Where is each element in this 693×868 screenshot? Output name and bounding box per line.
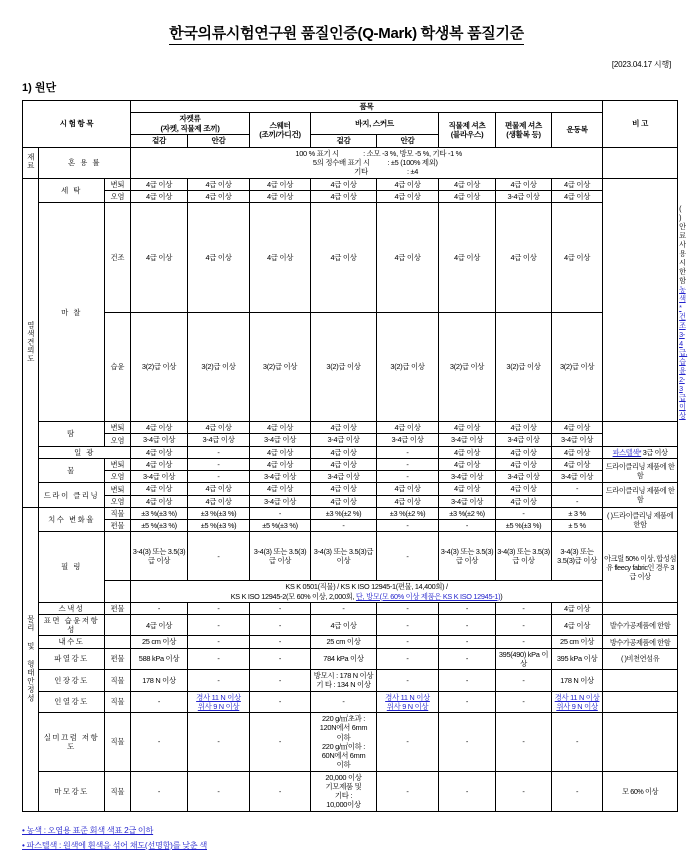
cell-remark	[603, 691, 678, 713]
cell-value: -	[377, 602, 439, 614]
header-col-2: 바지, 스커트	[311, 113, 439, 135]
cell-value: 395 kPa 이상	[552, 648, 603, 670]
cell-value: 4급 이상	[131, 422, 188, 434]
cell-value: 4급 이상	[311, 178, 377, 190]
cell-value: -	[188, 636, 250, 648]
cell-value: 4급 이상	[377, 190, 439, 202]
page-title-text: 한국의류시험연구원 품질인증(Q-Mark) 학생복 품질기준	[169, 25, 524, 45]
row-sub: 변퇴	[105, 458, 131, 470]
cell-value: 4급 이상	[496, 178, 552, 190]
cell-remark: 모 60% 이상	[603, 771, 678, 811]
row-name: 드라이 클리닝	[39, 483, 105, 508]
quality-standard-table	[22, 100, 688, 812]
cell-value: 3-4급 이상	[439, 434, 496, 446]
cell-value: -	[250, 636, 311, 648]
cell-value: -	[311, 520, 377, 532]
cell-value: 4급 이상	[131, 483, 188, 495]
cell-remark: ( )드라이클리닝 제품에 한함	[603, 507, 678, 532]
cell-value: 3(2)급 이상	[496, 312, 552, 422]
cell-value: 4급 이상	[250, 483, 311, 495]
cell-value: 4급 이상	[311, 446, 377, 458]
cell-value: 3-4급 이상	[250, 434, 311, 446]
cell-value: -	[188, 670, 250, 692]
cell-value: -	[377, 532, 439, 581]
row-sub: 변퇴	[105, 178, 131, 190]
table-row: 마 찰 건조 4급 이상 4급 이상 4급 이상 4급 이상 4급 이상 4급 이상 4급 이상 4급 이상 ( )안료 사용 시 한함 농색* 건조 3-4급, 습윤 2-3급 이상	[23, 203, 678, 313]
row-sub: 편물	[105, 520, 131, 532]
blend-ratio-values: 100 % 표기 시 : 소모 -3 %, 방모 -5 %, 기타 -1 % 5의 정수배 표기 시 : ±5 (100% 제외) 기타 : ±4	[131, 147, 603, 178]
row-sub	[105, 614, 131, 636]
cell-value: 3-4급 이상	[439, 471, 496, 483]
table-row	[23, 422, 678, 434]
header-subcol-0-0: 겉감	[131, 135, 188, 147]
cell-value: ±5 %(±3 %)	[188, 520, 250, 532]
category-physical: 물리 및 형태안정성	[23, 507, 39, 811]
cell-remark	[603, 670, 678, 692]
cell-value: 경사 11 N 이상 위사 9 N 이상	[377, 691, 439, 713]
cell-value: -	[131, 771, 188, 811]
document-page	[0, 22, 693, 868]
row-sub: 편물	[105, 602, 131, 614]
table-row	[23, 581, 678, 602]
cell-value: -	[250, 713, 311, 772]
cell-value: 3-4(3) 또는 3.5(3)급 이상	[496, 532, 552, 581]
cell-value: -	[188, 648, 250, 670]
cell-value: 4급 이상	[188, 483, 250, 495]
remark-highlight[interactable]: 파스텔색*	[612, 447, 642, 457]
row-sub: 오염	[105, 495, 131, 507]
cell-value: 3-4(3) 또는 3.5(3)급 이상	[131, 532, 188, 581]
cell-value: ±3 %(±2 %)	[311, 507, 377, 519]
table-row	[23, 532, 678, 581]
cell-value: 25 cm 이상	[131, 636, 188, 648]
cell-value: -	[377, 713, 439, 772]
table-row	[23, 434, 678, 446]
row-name: 물	[39, 458, 105, 483]
cell-value: 4급 이상	[439, 483, 496, 495]
cell-value: 4급 이상	[496, 495, 552, 507]
cell-value: 4급 이상	[552, 190, 603, 202]
cell-value: -	[250, 670, 311, 692]
cell-value: 3-4급 이상	[131, 471, 188, 483]
cell-value: -	[496, 670, 552, 692]
remark-blend	[603, 147, 678, 178]
table-row	[23, 471, 678, 483]
row-sub: 건조	[105, 203, 131, 313]
cell-value: -	[377, 636, 439, 648]
row-sub: 오염	[105, 434, 131, 446]
cell-value: -	[188, 532, 250, 581]
cell-value: 3-4급 이상	[439, 495, 496, 507]
cell-value: 방모시 : 178 N 이상 기 타 : 134 N 이상	[311, 670, 377, 692]
cell-value: 3-4급 이상	[311, 471, 377, 483]
category-colorfastness: 염색견뢰도	[23, 178, 39, 507]
cell-value: -	[311, 602, 377, 614]
cell-value: -	[552, 483, 603, 495]
cell-value: -	[377, 670, 439, 692]
table-row	[23, 771, 678, 811]
cell-value: 4급 이상	[250, 178, 311, 190]
cell-remark	[603, 178, 678, 422]
cell-value: 3(2)급 이상	[250, 312, 311, 422]
cell-value: 경사 11 N 이상 위사 9 N 이상	[188, 691, 250, 713]
cell-value: ±5 %(±3 %)	[131, 520, 188, 532]
row-name: 실미끄럼 저항도	[39, 713, 105, 772]
cell-value: 4급 이상	[311, 422, 377, 434]
cell-value: 3-4급 이상	[250, 471, 311, 483]
row-sub: 변퇴	[105, 483, 131, 495]
cell-value: 3(2)급 이상	[552, 312, 603, 422]
cell-value: 4급 이상	[439, 203, 496, 313]
cell-value: 3-4(3) 또는 3.5(3)급 이상	[552, 532, 603, 581]
row-name: 마모강도	[39, 771, 105, 811]
table-row	[23, 483, 678, 495]
cell-value: ±3 %(±2 %)	[377, 507, 439, 519]
cell-value: -	[131, 602, 188, 614]
row-sub: 습윤	[105, 312, 131, 422]
cell-value: 4급 이상	[188, 495, 250, 507]
cell-remark: 발수가공제품에 한함	[603, 614, 678, 636]
footnote-0: • 농색 : 오염용 표준 회색 색표 2급 이하	[22, 825, 154, 835]
cell-value: 4급 이상	[131, 614, 188, 636]
cell-value: 4급 이상	[439, 458, 496, 470]
cell-value: 4급 이상	[250, 190, 311, 202]
cell-value: 4급 이상	[377, 203, 439, 313]
cell-value: 3-4(3) 또는 3.5(3)급 이상	[250, 532, 311, 581]
cell-value: 3-4(3) 또는 3.5(3)급 이상	[311, 532, 377, 581]
cell-value: 4급 이상	[496, 483, 552, 495]
row-sub: 직물	[105, 507, 131, 519]
cell-value: -	[131, 691, 188, 713]
cell-value: 4급 이상	[439, 446, 496, 458]
effective-date: [2023.04.17 시행]	[611, 60, 671, 69]
cell-value: 4급 이상	[496, 422, 552, 434]
cell-value: -	[250, 507, 311, 519]
cell-value: -	[188, 471, 250, 483]
cell-value: 4급 이상	[188, 422, 250, 434]
cell-value: 4급 이상	[188, 178, 250, 190]
cell-value: 3-4급 이상	[552, 434, 603, 446]
header-col-0: 자켓류 (자켓, 직물제 조끼)	[131, 113, 250, 135]
cell-value: 3-4급 이상	[188, 434, 250, 446]
cell-value: 3(2)급 이상	[131, 312, 188, 422]
cell-value: -	[250, 691, 311, 713]
cell-value: 4급 이상	[311, 495, 377, 507]
row-sub	[105, 636, 131, 648]
row-name: 표면 습윤저항성	[39, 614, 105, 636]
cell-value: -	[250, 614, 311, 636]
cell-value: 경사 11 N 이상 위사 9 N 이상	[552, 691, 603, 713]
cell-value: 4급 이상	[311, 483, 377, 495]
cell-value: 3-4급 이상	[496, 190, 552, 202]
cell-value: -	[552, 771, 603, 811]
cell-value: 4급 이상	[552, 422, 603, 434]
cell-value: 178 N 이상	[131, 670, 188, 692]
cell-value: -	[250, 602, 311, 614]
cell-value: -	[552, 495, 603, 507]
cell-value: 4급 이상	[439, 422, 496, 434]
cell-value: 4급 이상	[439, 178, 496, 190]
cell-value: ± 5 %	[552, 520, 603, 532]
page-title	[22, 22, 671, 45]
cell-value: -	[250, 648, 311, 670]
remark-highlight[interactable]: 농색* 건조 3-4급, 습윤 2-3급 이상	[679, 285, 688, 421]
cell-value: 25 cm 이상	[552, 636, 603, 648]
row-sub: 변퇴	[105, 422, 131, 434]
row-name: 인장강도	[39, 670, 105, 692]
cell-value: 20,000 이상 기모제품 및 기타 : 10,000이상	[311, 771, 377, 811]
cell-value: -	[377, 648, 439, 670]
cell-value: ± 3 %	[552, 507, 603, 519]
cell-value: ±5 %(±3 %)	[250, 520, 311, 532]
cell-value: 4급 이상	[496, 446, 552, 458]
cell-value: -	[496, 602, 552, 614]
cell-value: -	[188, 458, 250, 470]
table-row	[23, 670, 678, 692]
cell-value: 3-4(3) 또는 3.5(3)급 이상	[439, 532, 496, 581]
header-col-1: 스웨터 (조끼/가디건)	[250, 113, 311, 147]
row-name: 일 광	[39, 446, 131, 458]
table-row	[23, 713, 678, 772]
cell-remark	[603, 713, 678, 772]
cell-value: -	[439, 713, 496, 772]
table-row	[23, 691, 678, 713]
header-col-4: 편물제 셔츠 (생활복 등)	[496, 113, 552, 147]
cell-value: -	[439, 771, 496, 811]
header-remark: 비 고	[603, 101, 678, 148]
header-subcol-0-1: 안감	[188, 135, 250, 147]
cell-value: -	[188, 446, 250, 458]
cell-value: 4급 이상	[377, 178, 439, 190]
cell-value: -	[552, 713, 603, 772]
cell-remark: 파스텔색* 3급 이상	[603, 446, 678, 458]
row-sub: 오염	[105, 471, 131, 483]
cell-value: -	[188, 713, 250, 772]
header-col-5: 운동복	[552, 113, 603, 147]
cell-value: 4급 이상	[377, 422, 439, 434]
cell-value: 4급 이상	[131, 190, 188, 202]
ks-standard-cell: KS K 0501(직물) / KS K ISO 12945-1(편물, 14,400회) / KS K ISO 12945-2(모 60% 이상, 2,000회, 단, 방모(모 60% 이상 제품은 KS K ISO 12945-1))	[131, 581, 603, 602]
row-sub	[105, 581, 131, 602]
section-title: 1) 원단	[22, 82, 57, 94]
row-name: 치수 변화율	[39, 507, 105, 532]
table-row	[23, 648, 678, 670]
cell-value: -	[377, 446, 439, 458]
cell-value: -	[439, 520, 496, 532]
cell-value: -	[377, 771, 439, 811]
cell-remark: 드라이클리닝 제품에 한함	[603, 458, 678, 483]
cell-value: 4급 이상	[311, 614, 377, 636]
cell-value: 4급 이상	[311, 458, 377, 470]
table-row	[23, 446, 678, 458]
cell-value: -	[131, 713, 188, 772]
cell-value: -	[496, 713, 552, 772]
cell-value: 4급 이상	[552, 203, 603, 313]
cell-value: 4급 이상	[496, 203, 552, 313]
header-product-group: 품목	[131, 101, 603, 113]
cell-value: 3(2)급 이상	[377, 312, 439, 422]
cell-value: 3-4급 이상	[131, 434, 188, 446]
row-name: 스낵성	[39, 602, 105, 614]
row-name: 땀	[39, 422, 105, 447]
row-name: 파열강도	[39, 648, 105, 670]
cell-value: 220 g/㎡초과 : 120N에서 6mm 이하 220 g/㎡이하 : 60N에서 6mm 이하	[311, 713, 377, 772]
cell-value: -	[377, 471, 439, 483]
cell-value: 3-4급 이상	[311, 434, 377, 446]
cell-value: -	[439, 614, 496, 636]
header-test-item: 시 험 항 목	[23, 101, 131, 148]
cell-value: -	[188, 614, 250, 636]
cell-value: 3-4급 이상	[250, 495, 311, 507]
row-name: 세 탁	[39, 178, 105, 203]
cell-value: 4급 이상	[250, 422, 311, 434]
table-row	[23, 602, 678, 614]
cell-value: 4급 이상	[131, 458, 188, 470]
cell-value: -	[439, 670, 496, 692]
cell-value: 4급 이상	[188, 190, 250, 202]
header-col-3: 직물제 셔츠 (블라우스)	[439, 113, 496, 147]
header-subcol-2-1: 안감	[377, 135, 439, 147]
cell-value: 588 kPa 이상	[131, 648, 188, 670]
cell-value: 178 N 이상	[552, 670, 603, 692]
cell-value: 4급 이상	[552, 446, 603, 458]
cell-value: -	[496, 636, 552, 648]
cell-value: 4급 이상	[552, 614, 603, 636]
cell-value: 4급 이상	[250, 203, 311, 313]
cell-value: -	[439, 691, 496, 713]
footnote-1: • 파스텔색 : 원색에 흰색을 섞어 채도(선명함)를 낮춘 색	[22, 840, 207, 850]
cell-value: 4급 이상	[439, 190, 496, 202]
cell-value: 3(2)급 이상	[311, 312, 377, 422]
cell-value: 4급 이상	[131, 446, 188, 458]
table-row	[23, 614, 678, 636]
cell-value: ±3 %(±2 %)	[439, 507, 496, 519]
row-sub: 직물	[105, 713, 131, 772]
table-row	[23, 458, 678, 470]
cell-value: -	[439, 636, 496, 648]
cell-value: -	[377, 458, 439, 470]
table-row	[23, 507, 678, 519]
row-name-blend: 혼 용 률	[39, 147, 131, 178]
row-sub: 오염	[105, 190, 131, 202]
cell-value: ±5 %(±3 %)	[496, 520, 552, 532]
cell-value: ±3 %(±3 %)	[131, 507, 188, 519]
cell-value: 4급 이상	[311, 203, 377, 313]
row-sub: 편물	[105, 648, 131, 670]
cell-value: 3-4급 이상	[377, 434, 439, 446]
row-name: 인열강도	[39, 691, 105, 713]
cell-value: 4급 이상	[188, 203, 250, 313]
cell-value: 395(490) kPa 이상	[496, 648, 552, 670]
cell-value: 25 cm 이상	[311, 636, 377, 648]
cell-remark: 드라이클리닝 제품에 한함	[603, 483, 678, 508]
table-row	[23, 178, 678, 190]
cell-value: -	[188, 771, 250, 811]
cell-value: -	[377, 520, 439, 532]
row-name: 필 링	[39, 532, 105, 602]
cell-value: -	[496, 614, 552, 636]
cell-remark: ( )비천연섬유	[603, 648, 678, 670]
cell-value: 4급 이상	[552, 602, 603, 614]
row-sub	[105, 532, 131, 581]
cell-value: ±3 %(±3 %)	[188, 507, 250, 519]
cell-value: -	[311, 691, 377, 713]
row-name: 마 찰	[39, 203, 105, 422]
table-row	[23, 636, 678, 648]
row-sub: 직물	[105, 691, 131, 713]
cell-value: -	[496, 691, 552, 713]
cell-value: -	[439, 602, 496, 614]
cell-value: -	[377, 614, 439, 636]
cell-value: 4급 이상	[131, 178, 188, 190]
ks-standard-link[interactable]: 단, 방모(모 60% 이상 제품은 KS K ISO 12945-1)	[355, 591, 501, 601]
row-sub: 직물	[105, 771, 131, 811]
footnotes	[22, 823, 671, 853]
cell-value: -	[496, 771, 552, 811]
cell-value: -	[439, 648, 496, 670]
cell-remark	[603, 422, 678, 447]
cell-value: 4급 이상	[552, 178, 603, 190]
cell-value: -	[250, 771, 311, 811]
cell-value: 3(2)급 이상	[188, 312, 250, 422]
cell-value: 4급 이상	[552, 458, 603, 470]
cell-value: 3(2)급 이상	[439, 312, 496, 422]
cell-value: 4급 이상	[250, 446, 311, 458]
cell-value: 3-4급 이상	[496, 434, 552, 446]
cell-value: -	[188, 602, 250, 614]
cell-remark: 아크릴 50% 이상, 합성섬유 fleecy fabric인 경우 3급 이상	[603, 532, 678, 602]
cell-value: 4급 이상	[496, 458, 552, 470]
table-row	[23, 312, 678, 422]
cell-value: 4급 이상	[377, 483, 439, 495]
cell-value: 784 kPa 이상	[311, 648, 377, 670]
table-row	[23, 190, 678, 202]
cell-value: 3-4급 이상	[552, 471, 603, 483]
header-subcol-2-0: 겉감	[311, 135, 377, 147]
category-material: 재료	[23, 147, 39, 178]
cell-value: 4급 이상	[250, 458, 311, 470]
cell-value: 4급 이상	[377, 495, 439, 507]
cell-value: 4급 이상	[311, 190, 377, 202]
table-row	[23, 495, 678, 507]
cell-value: 3-4급 이상	[496, 471, 552, 483]
cell-remark: 방수가공제품에 한함	[603, 636, 678, 648]
table-row	[23, 520, 678, 532]
cell-value: 4급 이상	[131, 203, 188, 313]
row-sub: 직물	[105, 670, 131, 692]
row-name: 내수도	[39, 636, 105, 648]
cell-remark	[603, 602, 678, 614]
cell-value: -	[496, 507, 552, 519]
cell-value: 4급 이상	[131, 495, 188, 507]
